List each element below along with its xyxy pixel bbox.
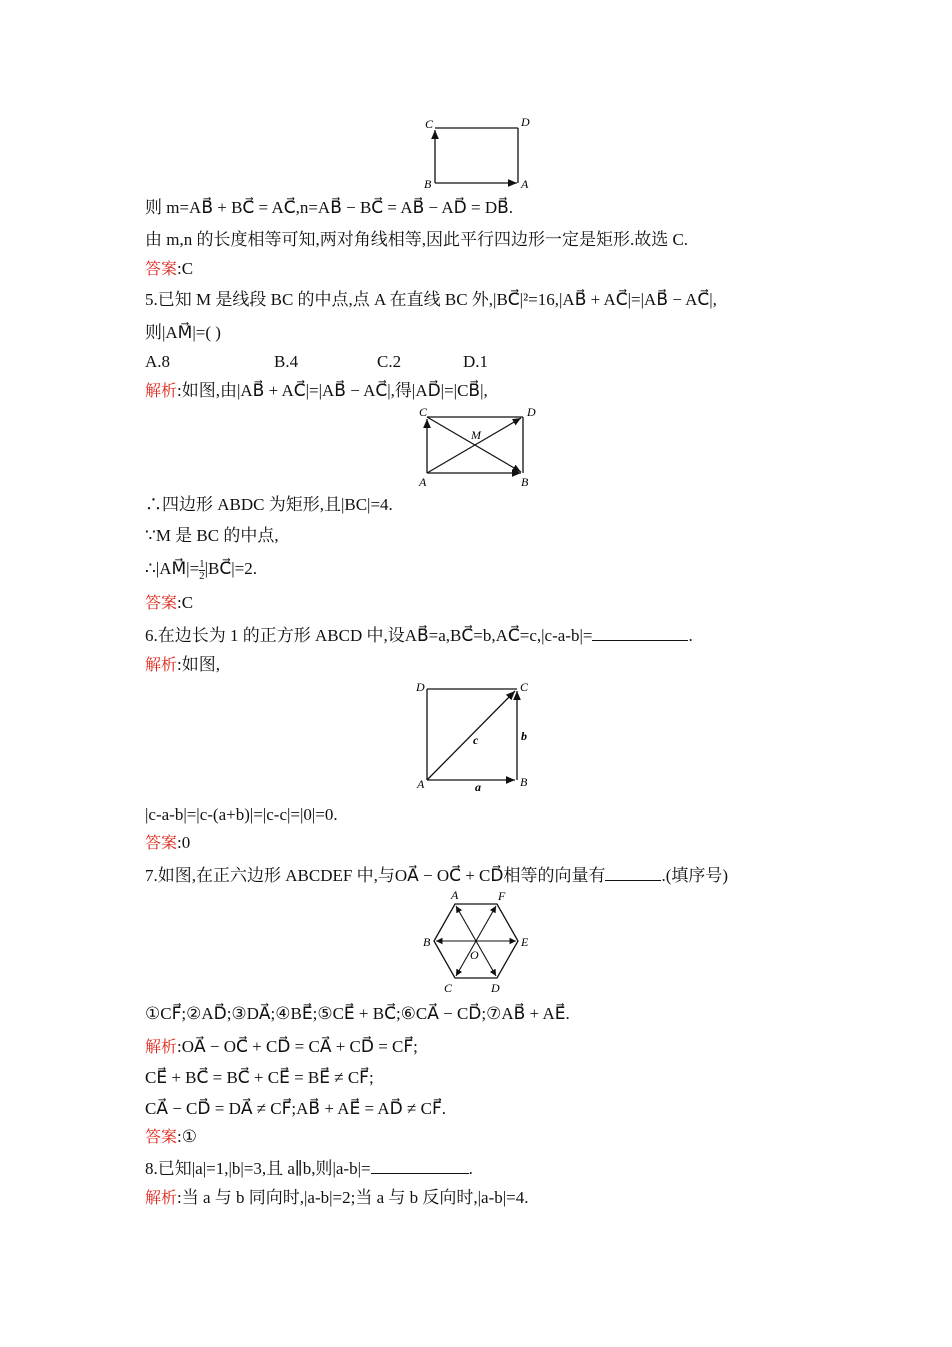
question-end: . — [688, 626, 693, 645]
text-line: CA⃗ − CD⃗ = DA⃗ ≠ CF⃗;AB⃗ + AE⃗ = AD⃗ ≠ CF⃗. — [145, 1099, 446, 1118]
question-text: 8.已知|a|=1,|b|=3,且 a∥b,则|a-b|= — [145, 1159, 371, 1178]
option-d: D.1 — [463, 352, 489, 371]
vector-label: a — [475, 780, 481, 794]
question-5: 5.已知 M 是线段 BC 的中点,点 A 在直线 BC 外,|BC⃗|²=16,|AB⃗ + AC⃗|=|AB⃗ − AC⃗|, — [145, 290, 717, 309]
answer-value: :C — [177, 259, 194, 278]
text-line: 由 m,n 的长度相等可知,两对角线相等,因此平行四边形一定是矩形.故选 C. — [145, 230, 689, 249]
analysis-label: 解析 — [145, 381, 178, 400]
question-7 — [145, 864, 728, 887]
vertex-label: D — [527, 405, 536, 419]
analysis-text: :如图,由|AB⃗ + AC⃗|=|AB⃗ − AC⃗|,得|AD⃗|=|CB⃗|, — [177, 381, 488, 400]
answer-value: :0 — [177, 833, 191, 852]
text-line — [145, 558, 257, 582]
text-line: CE⃗ + BC⃗ = BC⃗ + CE⃗ = BE⃗ ≠ CF⃗; — [145, 1068, 374, 1087]
answer-blank — [592, 624, 688, 641]
answer-line — [145, 592, 193, 614]
answer-value: :C — [177, 593, 194, 612]
analysis-line — [145, 1036, 418, 1058]
analysis-text: :OA⃗ − OC⃗ + CD⃗ = CA⃗ + CD⃗ = CF⃗; — [177, 1037, 418, 1056]
vertex-label: A — [451, 888, 459, 902]
analysis-label: 解析 — [145, 1037, 178, 1056]
vertex-label: O — [470, 948, 479, 962]
answer-line — [145, 258, 193, 280]
question-6 — [145, 624, 693, 647]
option-b: B.4 — [274, 352, 299, 371]
option-c: C.2 — [377, 352, 402, 371]
fraction-numerator: 1 — [199, 557, 205, 570]
question-text: 6.在边长为 1 的正方形 ABCD 中,设AB⃗=a,BC⃗=b,AC⃗=c,|c-a-b|= — [145, 626, 593, 645]
vertex-label: B — [520, 775, 528, 789]
analysis-line — [145, 654, 220, 676]
vertex-label: B — [521, 475, 529, 489]
answer-label: 答案 — [145, 1127, 178, 1146]
text-line: ∴四边形 ABDC 为矩形,且|BC|=4. — [145, 495, 393, 514]
answer-line — [145, 832, 190, 854]
fraction-denominator: 2 — [199, 569, 205, 582]
text-part: ∴|AM⃗|= — [145, 559, 200, 578]
answer-blank — [371, 1157, 469, 1174]
answer-label: 答案 — [145, 833, 178, 852]
vertex-label: D — [416, 680, 425, 694]
vertex-label: C — [444, 981, 453, 995]
hexagon-figure — [418, 886, 536, 998]
analysis-label: 解析 — [145, 1188, 178, 1207]
question-end: .(填序号) — [661, 866, 729, 885]
vertex-label: B — [424, 177, 432, 191]
analysis-text: :如图, — [177, 655, 220, 674]
answer-line — [145, 1126, 197, 1148]
question-8 — [145, 1157, 473, 1180]
answer-value: :① — [177, 1127, 197, 1146]
vector-label: b — [521, 729, 527, 743]
text-line: 则|AM⃗|=( ) — [145, 323, 221, 342]
square-figure — [413, 678, 538, 796]
option-a: A.8 — [145, 352, 171, 371]
vertex-label: C — [419, 405, 428, 419]
rectangle-diagonals-figure — [415, 404, 540, 490]
rectangle-figure-1 — [418, 112, 538, 194]
vertex-label: B — [423, 935, 431, 949]
analysis-line — [145, 1187, 529, 1209]
text-part: |BC⃗|=2. — [204, 559, 258, 578]
vertex-label: C — [520, 680, 529, 694]
vertex-label: A — [419, 475, 427, 489]
vertex-label: F — [498, 889, 506, 903]
analysis-label: 解析 — [145, 655, 178, 674]
text-line: |c-a-b|=|c-(a+b)|=|c-c|=|0|=0. — [145, 805, 338, 824]
vector-label: c — [473, 733, 479, 747]
text-line: ∵M 是 BC 的中点, — [145, 526, 279, 545]
vertex-label: M — [471, 428, 481, 442]
vertex-label: E — [521, 935, 529, 949]
answer-label: 答案 — [145, 259, 178, 278]
answer-label: 答案 — [145, 593, 178, 612]
text-line: 则 m=AB⃗ + BC⃗ = AC⃗,n=AB⃗ − BC⃗ = AB⃗ − AD⃗ = DB⃗. — [145, 198, 514, 217]
question-end: . — [468, 1159, 473, 1178]
analysis-line — [145, 380, 488, 402]
vertex-label: D — [521, 115, 530, 129]
vertex-label: C — [425, 117, 434, 131]
question-text: 7.如图,在正六边形 ABCDEF 中,与OA⃗ − OC⃗ + CD⃗相等的向量有 — [145, 866, 606, 885]
vertex-label: A — [417, 777, 425, 791]
choices-line: ①CF⃗;②AD⃗;③DA⃗;④BE⃗;⑤CE⃗ + BC⃗;⑥CA⃗ − CD⃗;⑦AB⃗ + AE⃗. — [145, 1004, 570, 1023]
analysis-text: :当 a 与 b 同向时,|a-b|=2;当 a 与 b 反向时,|a-b|=4. — [177, 1188, 529, 1207]
vertex-label: A — [521, 177, 529, 191]
answer-blank — [605, 864, 661, 881]
vertex-label: D — [491, 981, 500, 995]
